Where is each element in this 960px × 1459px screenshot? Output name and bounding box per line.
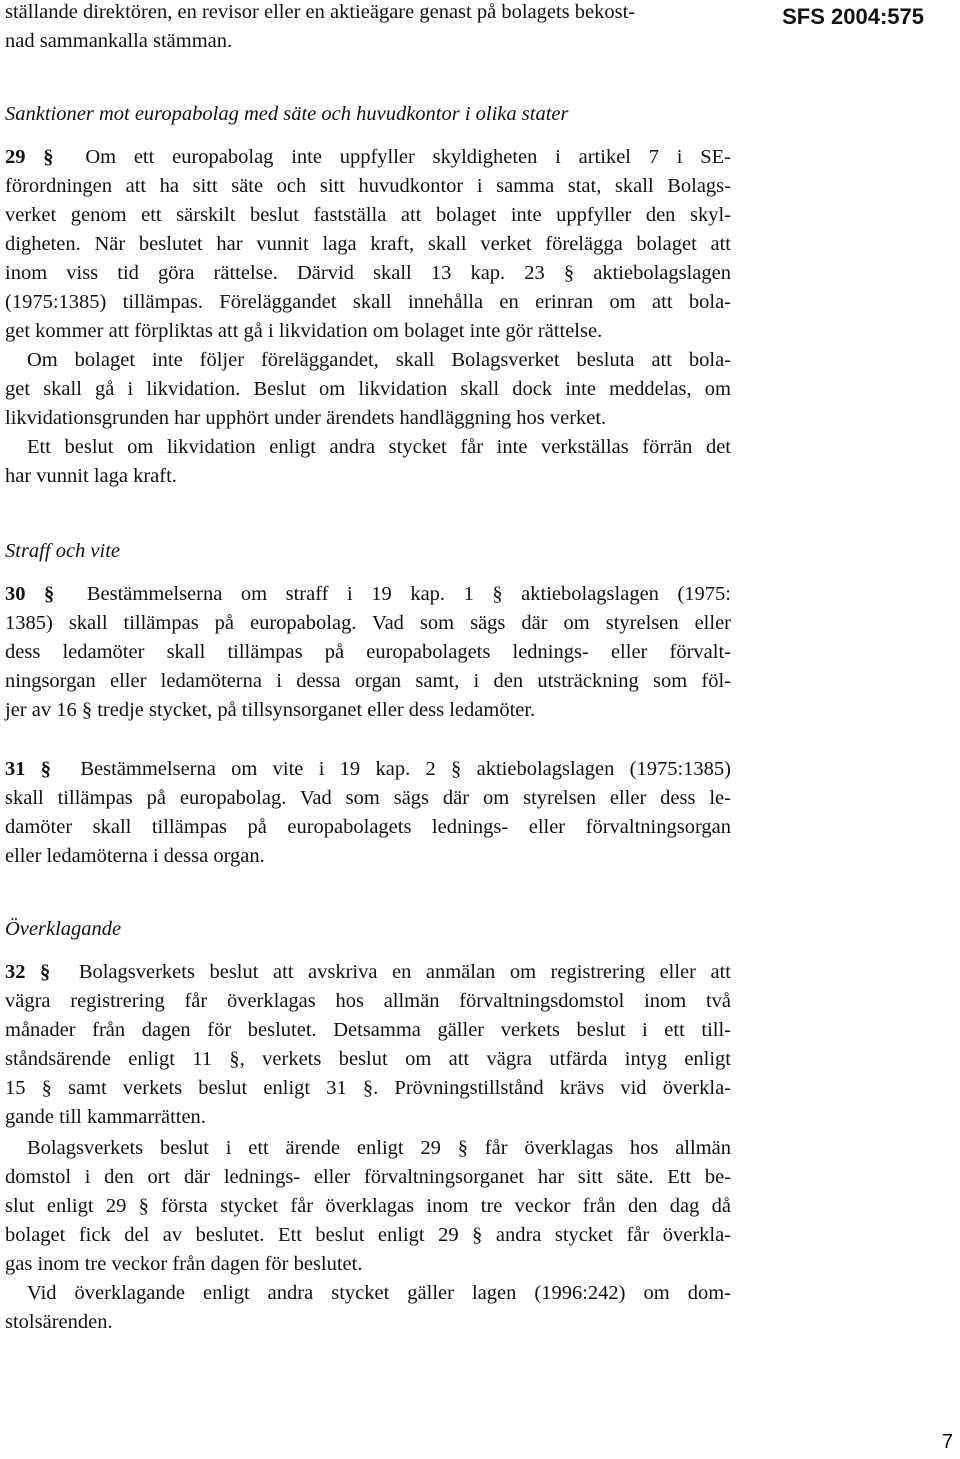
section-heading-sanktioner: Sanktioner mot europabolag med säte och huvudkontor i olika stater [5,103,569,125]
continuation-line: nad sammankalla stämman. [5,30,233,52]
paragraph-number: 31 § [5,758,52,780]
paragraph-line: get kommer att förpliktas att gå i likvidation om bolaget inte gör rättelse. [5,320,603,342]
paragraph-line: stolsärenden. [5,1311,113,1333]
paragraph-line: Om bolaget inte följer föreläggandet, skall Bolagsverket besluta att bola- [27,349,731,371]
paragraph-line: dess ledamöter skall tillämpas på europabolagets lednings- eller förvalt- [5,641,731,663]
paragraph-text: Bestämmelserna om vite i 19 kap. 2 § aktiebolagslagen (1975:1385) [80,758,732,780]
section-heading-overklagande: Överklagande [5,918,122,940]
paragraph-line: gas inom tre veckor från dagen för beslutet. [5,1253,363,1275]
paragraph-line: slut enligt 29 § första stycket får överklagas inom tre veckor från den dag då [5,1195,731,1217]
paragraph-line: gande till kammarrätten. [5,1106,206,1128]
paragraph-number: 32 § [5,961,51,983]
paragraph-line: månader från dagen för beslutet. Detsamma gäller verkets beslut i ett till- [5,1019,731,1041]
paragraph-line: ståndsärende enligt 11 §, verkets beslut om att vägra utfärda intyg enligt [5,1048,731,1070]
paragraph-line: verket genom ett särskilt beslut fastställa att bolaget inte uppfyller den skyl- [5,204,731,226]
paragraph-number: 30 § [5,583,55,605]
paragraph-text: Om ett europabolag inte uppfyller skyldigheten i artikel 7 i SE- [85,146,732,168]
paragraph-line: 15 § samt verkets beslut enligt 31 §. Prövningstillstånd krävs vid överkla- [5,1077,731,1099]
paragraph-line: likvidationsgrunden har upphört under ärendets handläggning hos verket. [5,407,607,429]
paragraph-line: bolaget fick del av beslutet. Ett beslut enligt 29 § andra stycket får överkla- [5,1224,731,1246]
paragraph-line: har vunnit laga kraft. [5,465,177,487]
paragraph-line: ningsorgan eller ledamöterna i dessa organ samt, i den utsträckning som föl- [5,670,731,692]
paragraph-line: Bolagsverkets beslut i ett ärende enligt 29 § får överklagas hos allmän [27,1137,731,1159]
paragraph-line: domstol i den ort där lednings- eller förvaltningsorganet har sitt säte. Ett be- [5,1166,731,1188]
paragraph-line: damöter skall tillämpas på europabolagets lednings- eller förvaltningsorgan [5,816,731,838]
section-heading-straff: Straff och vite [5,540,121,562]
paragraph-text: Bolagsverkets beslut att avskriva en anmälan om registrering eller att [78,961,731,983]
paragraph-30-first-line [5,580,731,609]
paragraph-line: förordningen att ha sitt säte och sitt huvudkontor i samma stat, skall Bolags- [5,175,731,197]
paragraph-line: inom viss tid göra rättelse. Därvid skall 13 kap. 23 § aktiebolagslagen [5,262,731,284]
paragraph-31-first-line [5,755,731,784]
paragraph-line: digheten. När beslutet har vunnit laga kraft, skall verket förelägga bolaget att [5,233,731,255]
paragraph-32-first-line [5,958,731,987]
document-id: SFS 2004:575 [782,4,924,29]
continuation-line: ställande direktören, en revisor eller en aktieägare genast på bolagets bekost- [5,1,636,23]
paragraph-line: Vid överklagande enligt andra stycket gäller lagen (1996:242) om dom- [27,1282,731,1304]
paragraph-line: get skall gå i likvidation. Beslut om likvidation skall dock inte meddelas, om [5,378,731,400]
paragraph-number: 29 § [5,146,54,168]
paragraph-line: vägra registrering får överklagas hos allmän förvaltningsdomstol inom två [5,990,731,1012]
paragraph-line: 1385) skall tillämpas på europabolag. Vad som sägs där om styrelsen eller [5,612,731,634]
page-number: 7 [941,1431,953,1453]
paragraph-line: (1975:1385) tillämpas. Föreläggandet skall innehålla en erinran om att bola- [5,291,731,313]
paragraph-text: Bestämmelserna om straff i 19 kap. 1 § aktiebolagslagen (1975: [86,583,731,605]
paragraph-line: jer av 16 § tredje stycket, på tillsynsorganet eller dess ledamöter. [5,699,536,721]
paragraph-line: Ett beslut om likvidation enligt andra stycket får inte verkställas förrän det [27,436,731,458]
paragraph-line: skall tillämpas på europabolag. Vad som sägs där om styrelsen eller dess le- [5,787,731,809]
paragraph-29-first-line [5,143,731,172]
paragraph-line: eller ledamöterna i dessa organ. [5,845,265,867]
